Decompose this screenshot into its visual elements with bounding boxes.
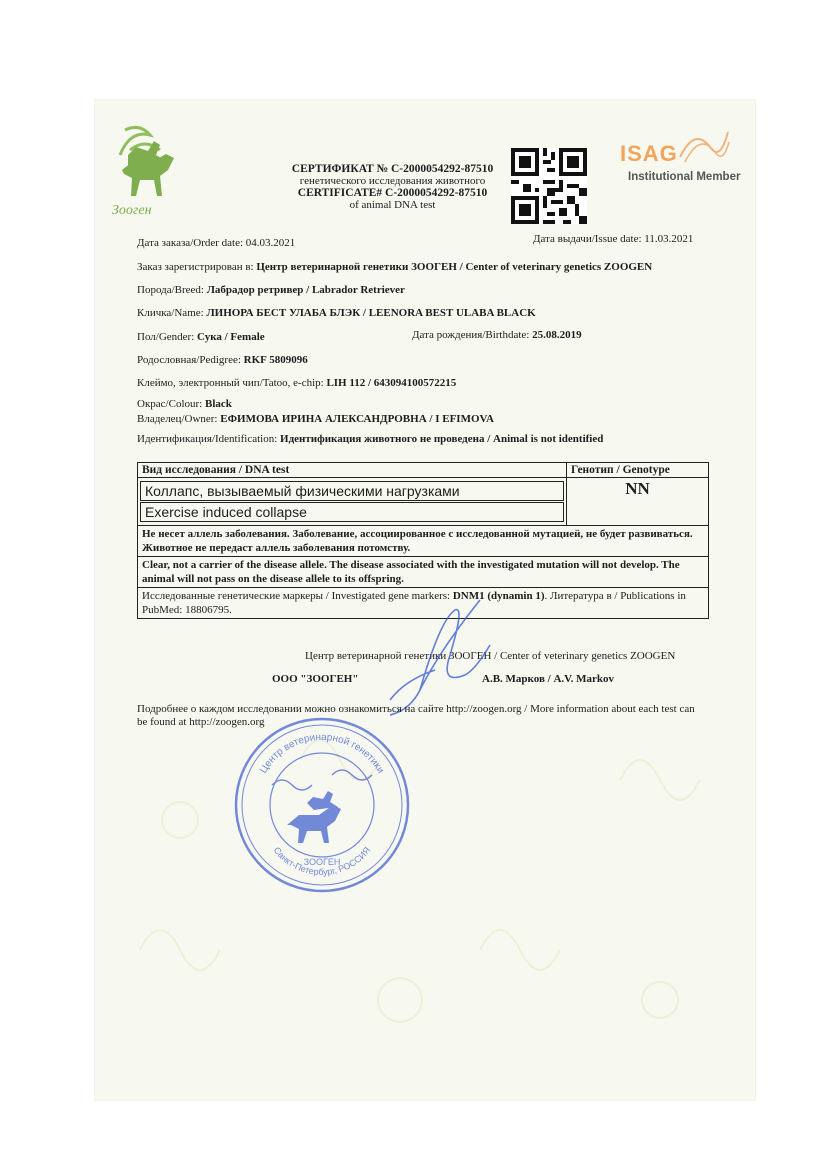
test-header-cell xyxy=(138,463,567,478)
cert-title-ru: СЕРТИФИКАТ № С-2000054292-87510 xyxy=(291,163,494,175)
identification-label: Идентификация/Identification: xyxy=(137,433,278,445)
markers-gene: DNM1 (dynamin 1) xyxy=(452,590,545,602)
official-stamp xyxy=(232,715,412,895)
cert-sub-en: of animal DNA test xyxy=(349,199,436,211)
cert-sub-ru: генетического исследования животного xyxy=(299,175,486,187)
qr-code-icon xyxy=(511,148,587,224)
dna-swirl-icon xyxy=(675,127,730,167)
result-ru-cell xyxy=(138,526,709,557)
signer-name: А.В. Марков / A.V. Markov xyxy=(482,673,615,685)
company-name: ООО "ЗООГЕН" xyxy=(272,673,359,685)
identification-value: Идентификация животного не проведена / Animal is not identified xyxy=(280,433,604,445)
order-date-label: Дата заказа/Order date: xyxy=(137,237,244,249)
birthdate-label: Дата рождения/Birthdate: xyxy=(412,329,530,341)
more-info xyxy=(137,703,697,729)
owner-row xyxy=(137,413,494,425)
cert-title-en: CERTIFICATE# C-2000054292-87510 xyxy=(297,187,488,199)
issue-date-label: Дата выдачи/Issue date: xyxy=(533,233,642,245)
colour-label: Окрас/Colour: xyxy=(137,398,203,410)
test-name-ru: Коллапс, вызываемый физическими нагрузками xyxy=(140,481,564,501)
result-en-cell xyxy=(138,557,709,588)
stamp-bottom-text: Санкт-Петербург, РОССИЯ xyxy=(271,845,373,878)
name-label: Кличка/Name: xyxy=(137,307,204,319)
test-header: Вид исследования / DNA test xyxy=(142,464,290,476)
zoogen-logo xyxy=(100,115,195,225)
name-value: ЛИНОРА БЕСТ УЛАБА БЛЭК / LEENORA BEST ULABA BLACK xyxy=(206,307,536,319)
identification-row xyxy=(137,433,603,445)
stamp-icon xyxy=(232,715,412,895)
registered-label: Заказ зарегистрирован в: xyxy=(137,261,254,273)
markers-label: Исследованные генетические маркеры / Investigated gene markers: xyxy=(142,590,451,602)
chip-row xyxy=(137,377,456,389)
breed-row xyxy=(137,284,405,296)
chip-value: LIH 112 / 643094100572215 xyxy=(326,377,457,389)
genotype-header: Генотип / Genotype xyxy=(571,464,670,476)
pedigree-row xyxy=(137,354,308,366)
stamp-top-text: Центр ветеринарной генетики xyxy=(258,731,386,776)
owner-label: Владелец/Owner: xyxy=(137,413,218,425)
colour-row xyxy=(137,398,232,410)
registered-value: Центр ветеринарной генетики ЗООГЕН / Center of veterinary genetics ZOOGEN xyxy=(256,261,653,273)
genotype-header-cell xyxy=(567,463,709,478)
birthdate-row xyxy=(412,329,582,341)
breed-value: Лабрадор ретривер / Labrador Retriever xyxy=(206,284,405,296)
name-row xyxy=(137,307,536,319)
colour-value: Black xyxy=(204,398,232,410)
center-line: Центр ветеринарной генетики ЗООГЕН / Center of veterinary genetics ZOOGEN xyxy=(305,650,676,662)
gender-row xyxy=(137,331,265,343)
registered-row xyxy=(137,261,652,273)
issue-date xyxy=(533,233,693,245)
test-name-cell xyxy=(138,478,567,526)
gender-value: Сука / Female xyxy=(197,331,265,343)
horse-logo-icon xyxy=(100,115,195,210)
owner-value: ЕФИМОВА ИРИНА АЛЕКСАНДРОВНА / I EFIMOVA xyxy=(220,413,494,425)
more-info-text: Подробнее о каждом исследовании можно ознакомиться на сайте http://zoogen.org / More information about each test can be found at http://zoogen.org xyxy=(137,703,695,728)
test-name-en: Exercise induced collapse xyxy=(140,502,564,522)
issue-date-value: 11.03.2021 xyxy=(644,233,694,245)
gender-label: Пол/Gender: xyxy=(137,331,195,343)
pedigree-label: Родословная/Pedigree: xyxy=(137,354,241,366)
result-ru: Не несет аллель заболевания. Заболевание, ассоциированное с исследованной мутацией, не будет развиваться. Животное не передаст аллель заболевания потомству. xyxy=(142,528,693,554)
markers-publications: . Литература в / Publications in PubMed: 18806795. xyxy=(142,590,686,616)
isag-subtitle: Institutional Member xyxy=(628,171,741,183)
order-date-value: 04.03.2021 xyxy=(245,237,296,249)
signature-mark xyxy=(380,590,500,720)
watermark-pattern xyxy=(100,700,740,1060)
logo-text: Зооген xyxy=(112,203,152,218)
order-date xyxy=(137,237,295,249)
stamp-center-text: ЗООГЕН xyxy=(303,857,341,867)
isag-badge xyxy=(620,135,750,190)
isag-title: ISAG xyxy=(620,141,678,166)
birthdate-value: 25.08.2019 xyxy=(532,329,582,341)
pedigree-value: RKF 5809096 xyxy=(243,354,308,366)
chip-label: Клеймо, электронный чип/Tatoo, e-chip: xyxy=(137,377,324,389)
breed-label: Порода/Breed: xyxy=(137,284,204,296)
certificate-title-block xyxy=(270,163,515,211)
genotype-value-cell xyxy=(567,478,709,526)
genotype-value: NN xyxy=(625,479,650,498)
result-en: Clear, not a carrier of the disease allele. The disease associated with the investigated mutation will not develop. The animal will not pass on the disease allele to its offspring. xyxy=(142,559,680,585)
